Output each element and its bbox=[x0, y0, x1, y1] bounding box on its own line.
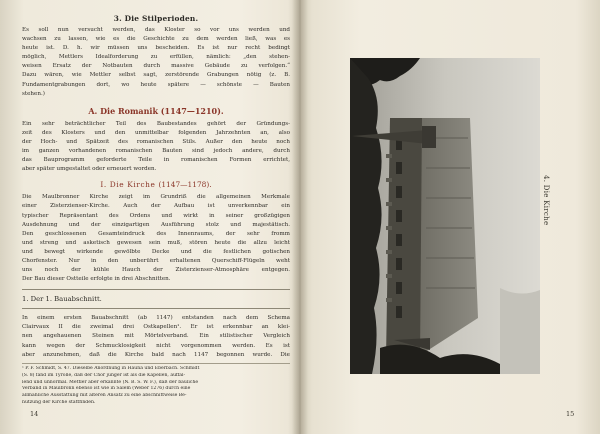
footnote-line: Verband in Maulbronn ebenso ist wie in Salem (Weber 1276) durch eine bbox=[22, 386, 191, 392]
right-page-number: 15 bbox=[566, 410, 575, 418]
text-line: typischer Repräsentant des Ordens und wirkt in seiner großzügigen bbox=[22, 212, 290, 219]
intro-paragraph bbox=[22, 26, 290, 99]
text-line: Ein sehr beträchtlicher Teil des Baubestandes gehört der Gründungs- bbox=[22, 120, 290, 127]
text-line: Der Bau dieser Ostteile erfolgte in drei Abschnitten. bbox=[22, 276, 171, 283]
text-line: Es soll nun versucht werden, das Kloster so vor uns werden und bbox=[22, 27, 290, 33]
left-page bbox=[22, 14, 290, 407]
book-gutter bbox=[292, 0, 308, 434]
text-line: kann wegen der Schmucklosigkeit nicht vorgenommen werden. Es ist bbox=[22, 342, 290, 349]
footnote bbox=[22, 366, 290, 407]
church-photo-image bbox=[350, 58, 540, 374]
left-page-number: 14 bbox=[30, 410, 39, 418]
text-line: uns noch der kühle Hauch der Zisterzienser-Atmosphäre entgegen. bbox=[22, 267, 290, 274]
text-line: zeit des Klosters und den unmittelbar folgenden Jahrzehnten an, also bbox=[22, 129, 290, 136]
footnote-line: (S. 8) fand im Tyrolle, daß der Chor jünger ist als die Kapellen, auffal- bbox=[22, 372, 186, 378]
bau-paragraph bbox=[22, 314, 290, 359]
text-line: der Hoch- und Spätzeit des romanischen Stils. Außer den heute noch bbox=[22, 138, 290, 145]
photo-caption: 4. Die Kirche bbox=[542, 175, 550, 226]
text-line: weisen Ersatz der Notbauten durch massive Gebäude zu verfolgen.“ bbox=[22, 63, 290, 70]
text-line: Ausdehnung und der einzigartigen Ausführung stolz und majestätisch. bbox=[22, 221, 290, 228]
divider bbox=[22, 289, 290, 290]
text-line: Fundamentgrabungen dort, wo heute spätere — schönste — Bauten bbox=[22, 81, 290, 88]
subsub-title: 1. Der 1. Bauabschnitt. bbox=[22, 295, 102, 304]
text-line: aber später umgestaltet oder erneuert worden. bbox=[22, 166, 157, 173]
divider bbox=[22, 308, 290, 309]
text-line: und streng und asketisch gewesen sein muß, stören heute die allzu leicht bbox=[22, 239, 290, 246]
text-line: Chorfenster. Nur in den unberührt erhaltenen Querschiff-Flügeln weht bbox=[22, 257, 290, 264]
text-line: Dazu wären, wie Mettler selbst sagt, zerstörende Grabungen nötig (z. B. bbox=[22, 72, 290, 79]
subsection-title bbox=[22, 180, 290, 189]
text-line: möglich, Mettlers Idealforderung zu erfüllen, nämlich: „den stehen- bbox=[22, 54, 290, 61]
text-line: einer Zisterzienser-Kirche. Auch der Aufbau ist unverkennbar ein bbox=[22, 203, 290, 210]
church-photo bbox=[350, 58, 540, 374]
romanik-paragraph bbox=[22, 120, 290, 175]
footnote-rule bbox=[22, 363, 290, 364]
text-line: Den geschlossenen Gesamteindruck des Innenraums, der sehr fromm bbox=[22, 230, 290, 237]
text-line: Clairvaux II die zweimal drei Ostkapellen¹. Er ist erkennbar an klei- bbox=[22, 324, 290, 331]
section-title: A. Die Romanik (1147—1210). bbox=[88, 105, 224, 116]
footnote-line: allmähliche Ausstattung mit älteren Ansatz zu eine abschnittweise Be- bbox=[22, 393, 187, 399]
text-line: nen angehauenen Steinen mit Mörtelverband. Ein stilistischer Vergleich bbox=[22, 333, 290, 340]
text-line: aber anzunehmen, daß die Kirche bald nach 1147 begonnen wurde. Die bbox=[22, 351, 290, 358]
subsection-dates: (1147—1178). bbox=[158, 180, 212, 190]
text-line: im ganzen vorhandenen romanischen Bauten sind jedoch andere, durch bbox=[22, 148, 290, 155]
text-line: Die Maulbronner Kirche zeigt im Grundriß die allgemeinen Merkmale bbox=[22, 194, 290, 201]
footnote-line: lend und unnormal. Mettler aber erkannte (N. B. S. W. F.), daß der bauliche bbox=[22, 379, 199, 385]
footnote-line: nutzung der Kirche stattfinden. bbox=[22, 400, 96, 406]
subsection-name: I. Die Kirche bbox=[100, 180, 156, 190]
chapter-heading: 3. Die Stilperioden. bbox=[113, 14, 199, 23]
text-line: das Bauprogramm geforderte Teile in romanischen Formen errichtet, bbox=[22, 157, 290, 164]
text-line: und bewegt wirkende gewölbte Decke und die festlichen gotischen bbox=[22, 248, 290, 255]
footnote-line: ¹ P. F. Schmidt, S. 47. Dieselbe Anordnung in Hauna und Eberbach. Schmidt bbox=[22, 365, 200, 371]
text-line: stehen.) bbox=[22, 90, 45, 97]
text-line: heute ist. D. h. wir müssen uns bescheiden. Es ist nur recht bedingt bbox=[22, 45, 290, 52]
text-line: wachsen zu lassen, wie es die Geschichte zu dem werden ließ, was es bbox=[22, 36, 290, 43]
kirche-paragraph bbox=[22, 193, 290, 284]
text-line: In einem ersten Bauabschnitt (ab 1147) entstanden nach dem Schema bbox=[22, 315, 290, 322]
